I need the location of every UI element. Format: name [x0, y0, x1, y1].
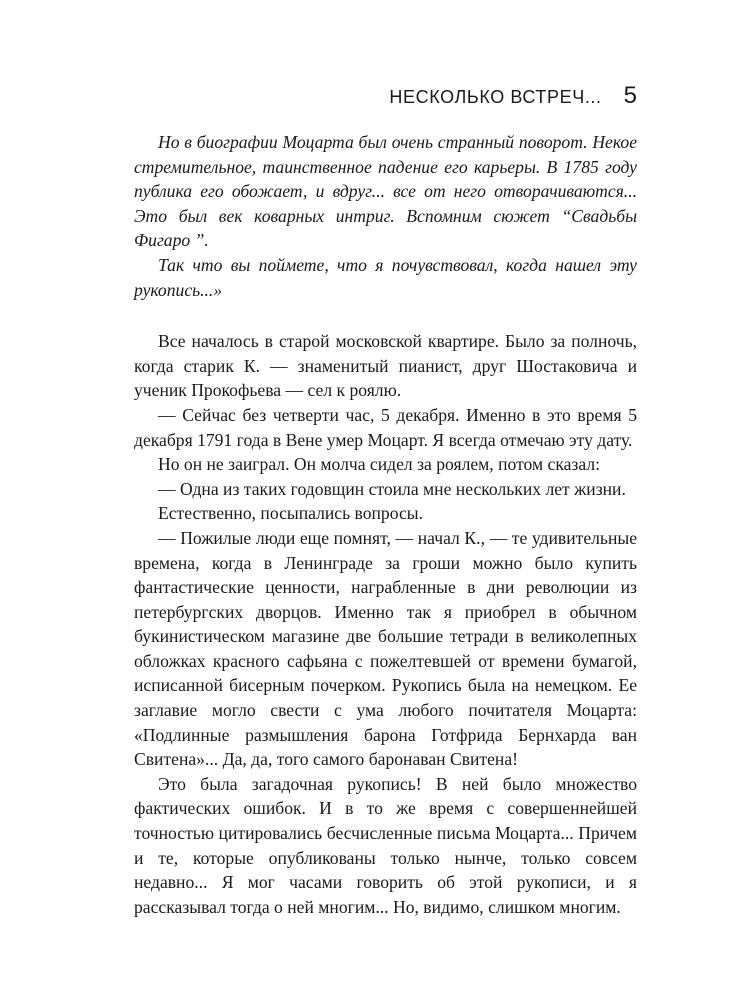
body-paragraph: — Одна из таких годовщин стоила мне нескольких лет жизни. [158, 478, 626, 499]
running-title: НЕСКОЛЬКО ВСТРЕЧ... [389, 87, 602, 107]
body-paragraph: Это была загадочная рукопись! В ней было множество фактических ошибок. И в то же время с совершеннейшей точностью цитировались бесчисленные письма Моцарта... Причем и те, которые опубликованы только нынче, только совсем недавно... Я мог часами говорить об этой рукописи, и я рассказывал тогда о ней многим... Но, видимо, слишком многим. [134, 773, 637, 917]
body-paragraph: — Сейчас без четверти час, 5 декабря. Именно в это время 5 декабря 1791 года в Вене умер Моцарт. Я всегда отмечаю эту дату. [134, 404, 637, 450]
body-paragraph: Естественно, посыпались вопросы. [158, 503, 423, 524]
running-head [134, 82, 637, 112]
intro-paragraph: Но в биографии Моцарта был очень странный поворот. Некое стремительное, таинственное падение его карьеры. В 1785 году публика его обожает, и вдруг... все от него отворачиваются... Это был век коварных интриг. Вспомним сюжет “Свадьбы Фигаро ”. [134, 132, 637, 251]
body-paragraph: Но он не заиграл. Он молча сидел за роялем, потом сказал: [158, 454, 601, 475]
main-text [134, 329, 637, 919]
body-paragraph: — Пожилые люди еще помнят, — начал К., — те удивительные времена, когда в Ленинграде за гроши можно было купить фантастические ценности, награбленные в дни революции из петербургских дворцов. Именно так я приобрел в обычном букинистическом магазине две большие тетради в великолепных обложках красного сафьяна с пожелтевшей от времени бумагой, исписанной бисерным почерком. Рукопись была на немецком. Ее заглавие могло свести с ума любого почитателя Моцарта: «Подлинные размышления барона Готфрида Бернхарда ван Свитена»... Да, да, того самого баронаван Свитена! [134, 527, 637, 770]
page-number: 5 [623, 82, 637, 109]
intro-paragraph: Так что вы поймете, что я почувствовал, когда нашел эту рукопись...» [134, 254, 637, 300]
section-gap [134, 302, 637, 329]
body-paragraph: Все началось в старой московской квартире. Было за полночь, когда старик К. — знаменитый пианист, друг Шостаковича и ученик Прокофьева — сел к роялю. [134, 331, 637, 401]
intro-quote [134, 130, 637, 302]
